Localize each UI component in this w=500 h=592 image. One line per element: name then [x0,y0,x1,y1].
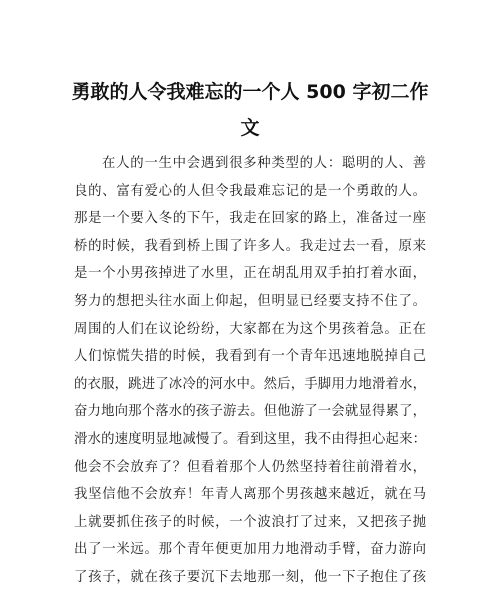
text-line: 良的、富有爱心的人但令我最难忘记的是一个勇敢的人。 [74,183,426,199]
title-line-2: 文 [240,117,260,139]
text-line: 奋力地向那个落水的孩子游去。但他游了一会就显得累了， [74,404,426,420]
text-line: 出了一米远。那个青年便更加用力地滑动手臂，奋力游向 [74,542,426,558]
title-line-1: 勇敢的人令我难忘的一个人 500 字初二作 [71,81,429,103]
text-line: 在人的一生中会遇到很多种类型的人：聪明的人、善 [102,156,426,171]
text-line: 滑水的速度明显地减慢了。看到这里，我不由得担心起来： [74,431,426,447]
document-title [60,74,440,146]
text-line: 努力的想把头往水面上仰起，但明显已经要支持不住了。 [74,293,426,309]
body-paragraph [74,150,426,592]
text-line: 的衣服，跳进了冰冷的河水中。然后，手脚用力地滑着水， [74,376,426,392]
text-line: 周围的人们在议论纷纷，大家都在为这个男孩着急。正在 [74,321,426,337]
text-line: 他会不会放弃了？但看着那个人仍然坚持着往前滑着水， [74,459,426,475]
text-line: 了孩子，就在孩子要沉下去地那一刻，他一下子抱住了孩 [74,569,426,585]
text-line: 桥的时候，我看到桥上围了许多人。我走过去一看，原来 [74,238,426,254]
text-line: 人们惊慌失措的时候，我看到有一个青年迅速地脱掉自己 [74,349,426,365]
text-line: 是一个小男孩掉进了水里，正在胡乱用双手拍打着水面， [74,266,426,282]
text-line: 那是一个要入冬的下午，我走在回家的路上，准备过一座 [74,211,426,227]
text-line: 上就要抓住孩子的时候，一个波浪打了过来，又把孩子抛 [74,514,426,530]
text-line: 我坚信他不会放弃！年青人离那个男孩越来越近，就在马 [74,487,426,503]
